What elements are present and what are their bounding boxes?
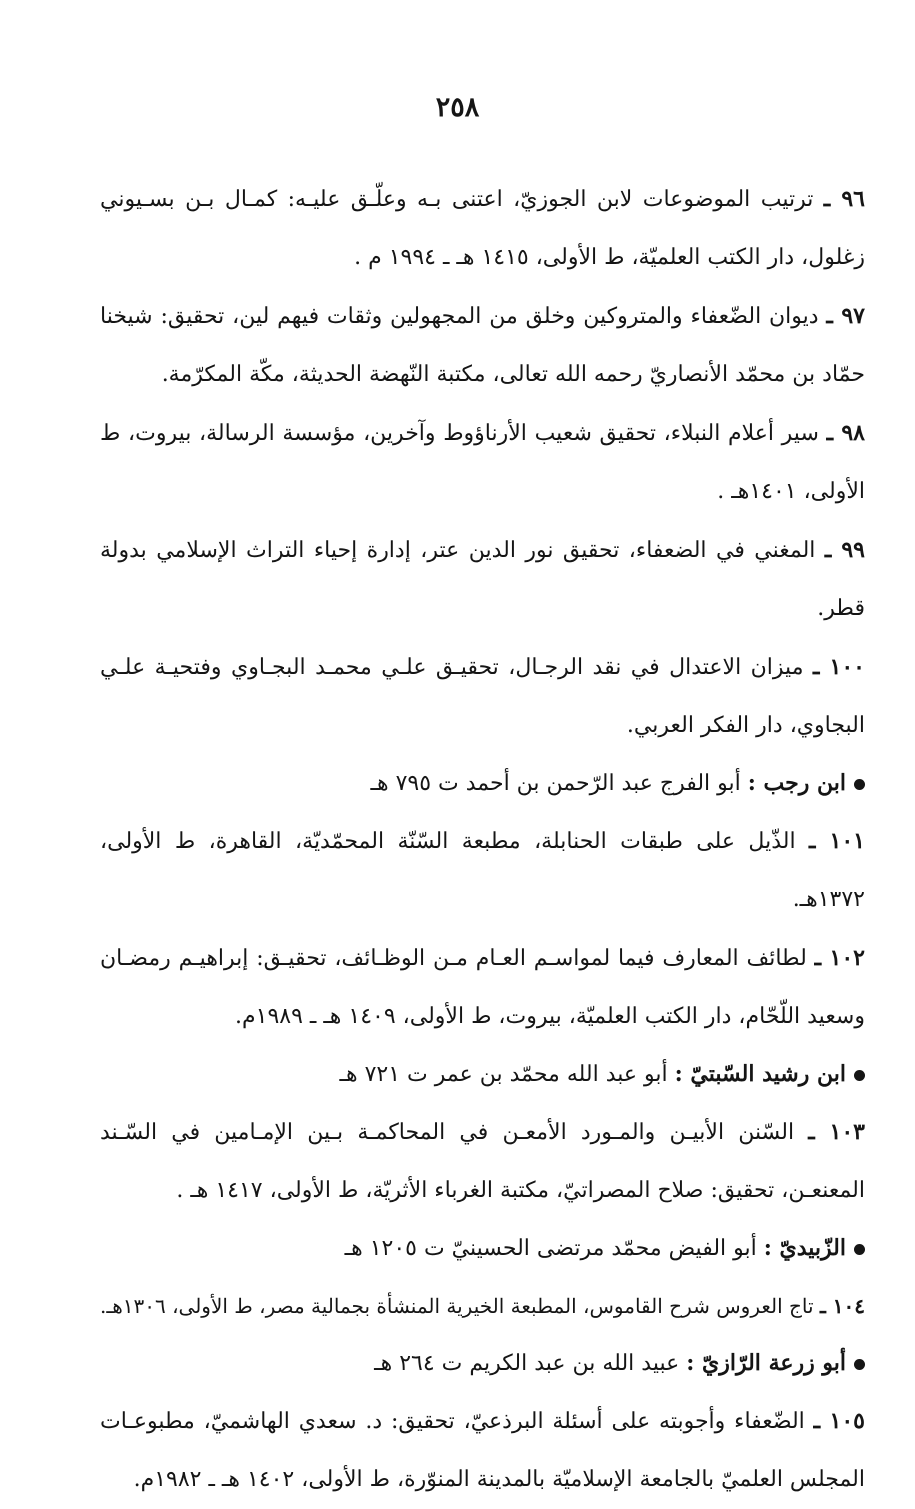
- bibliography-list: [100, 170, 865, 1509]
- entry-number: ٩٦ ـ: [823, 186, 865, 212]
- entry-number: ٩٨ ـ: [826, 420, 865, 446]
- entry-text: ميزان الاعتدال في نقد الرجـال، تحقيـق علـي محمـد البجـاوي وفتحيـة علـي البجاوي، دار الفكر العربي.: [100, 655, 865, 738]
- entry-number: ١٠٢ ـ: [814, 945, 865, 971]
- entry-number: ٩٧ ـ: [826, 303, 865, 329]
- author-name: أبو زرعة الرّازيّ :: [686, 1350, 846, 1376]
- author-details: أبو عبد الله محمّد بن عمر ت ٧٢١ هـ: [339, 1062, 675, 1087]
- bibliography-entry: [100, 1277, 865, 1335]
- bibliography-entry: [100, 1103, 865, 1220]
- entry-number: ١٠١ ـ: [809, 828, 865, 854]
- author-heading: [100, 755, 865, 812]
- entry-text: تاج العروس شرح القاموس، المطبعة الخيرية المنشأة بجمالية مصر، ط الأولى، ١٣٠٦هـ.: [99, 1294, 820, 1318]
- entry-text: ترتيب الموضوعات لابن الجوزيّ، اعتنى بـه وعلّـق عليـه: كمـال بـن بسـيوني زغلول، دار الكتب العلميّة، ط الأولى، ١٤١٥ هـ ـ ١٩٩٤ م .: [100, 187, 865, 270]
- author-heading: [100, 1220, 865, 1277]
- bibliography-entry: [100, 929, 865, 1046]
- author-details: أبو الفرج عبد الرّحمن بن أحمد ت ٧٩٥ هـ: [370, 771, 748, 796]
- entry-text: المغني في الضعفاء، تحقيق نور الدين عتر، إدارة إحياء التراث الإسلامي بدولة قطر.: [100, 538, 865, 621]
- entry-text: لطائف المعارف فيما لمواسـم العـام مـن الوظـائف، تحقيـق: إبراهيـم رمضـان وسعيد اللّحّام، دار الكتب العلميّة، بيروت، ط الأولى، ١٤٠٩ هـ ـ ١٩٨٩م.: [100, 946, 865, 1029]
- entry-number: ١٠٠ ـ: [812, 654, 865, 680]
- bibliography-entry: [100, 404, 865, 521]
- bibliography-entry: [100, 170, 865, 287]
- entry-text: ديوان الضّعفاء والمتروكين وخلق من المجهولين وثقات فيهم لين، تحقيق: شيخنا حمّاد بن محمّد الأنصاريّ رحمه الله تعالى، مكتبة النّهضة الحديثة، مكّة المكرّمة.: [100, 304, 865, 387]
- author-name: ابن رجب :: [747, 770, 846, 796]
- author-details: عبيد الله بن عبد الكريم ت ٢٦٤ هـ: [374, 1351, 687, 1376]
- entry-text: السّنن الأبيـن والمـورد الأمعـن في المحاكمـة بـين الإمـامين في السّـند المعنعـن، تحقيق: صلاح المصراتيّ، مكتبة الغرباء الأثريّة، ط الأولى، ١٤١٧ هـ .: [100, 1120, 865, 1203]
- bullet-icon: [854, 1244, 865, 1255]
- bibliography-entry: [100, 521, 865, 638]
- author-heading: [100, 1335, 865, 1392]
- bibliography-entry: [100, 638, 865, 755]
- entry-text: الضّعفاء وأجوبته على أسئلة البرذعيّ، تحقيق: د. سعدي الهاشميّ، مطبوعـات المجلس العلميّ بالجامعة الإسلاميّة بالمدينة المنوّرة، ط الأولى، ١٤٠٢ هـ ـ ١٩٨٢م.: [100, 1409, 865, 1492]
- author-name: ابن رشيد السّبتيّ :: [674, 1061, 846, 1087]
- author-details: أبو الفيض محمّد مرتضى الحسينيّ ت ١٢٠٥ هـ: [344, 1236, 764, 1261]
- author-name: الزّبيديّ :: [763, 1235, 846, 1261]
- bibliography-entry: [100, 287, 865, 404]
- entry-number: ١٠٤ ـ: [819, 1294, 865, 1318]
- bibliography-entry: [100, 1392, 865, 1509]
- entry-number: ٩٩ ـ: [824, 537, 865, 563]
- author-heading: [100, 1046, 865, 1103]
- entry-number: ١٠٥ ـ: [813, 1408, 865, 1434]
- page-number: ٢٥٨: [435, 92, 480, 123]
- bibliography-entry: [100, 812, 865, 929]
- entry-number: ١٠٣ ـ: [808, 1119, 865, 1145]
- entry-text: الذّيل على طبقات الحنابلة، مطبعة السّنّة المحمّديّة، القاهرة، ط الأولى، ١٣٧٢هـ.: [100, 829, 865, 912]
- entry-text: سير أعلام النبلاء، تحقيق شعيب الأرناؤوط وآخرين، مؤسسة الرسالة، بيروت، ط الأولى، ١٤٠١هـ .: [100, 421, 865, 504]
- bullet-icon: [854, 1070, 865, 1081]
- bullet-icon: [854, 779, 865, 790]
